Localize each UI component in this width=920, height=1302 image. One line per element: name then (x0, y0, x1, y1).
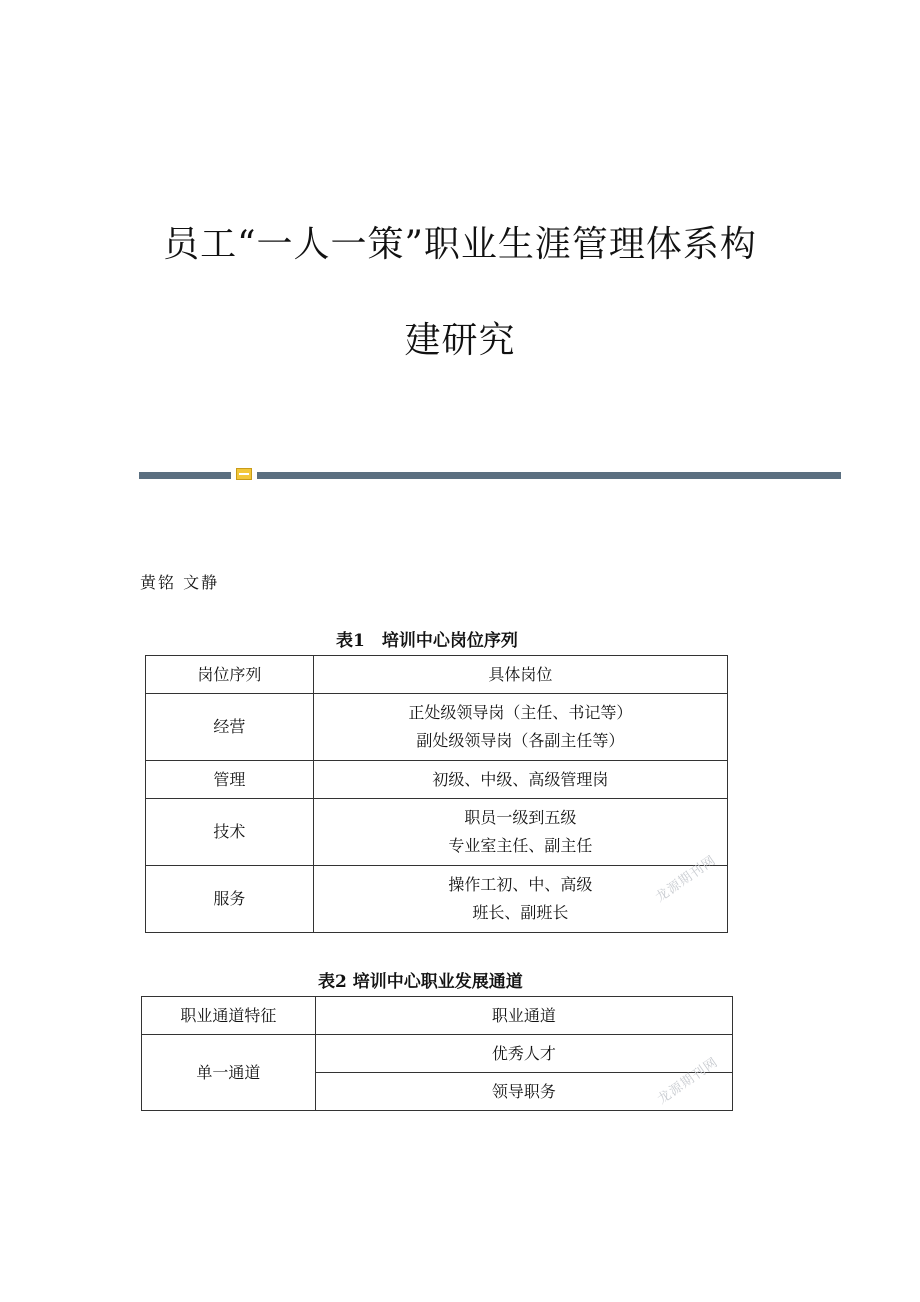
post-line: 专业室主任、副主任 (448, 836, 593, 855)
channel-cell: 领导职务 (315, 1073, 732, 1111)
header-cell: 具体岗位 (313, 656, 727, 694)
post-line: 班长、副班长 (472, 903, 569, 922)
seq-cell: 管理 (146, 761, 314, 799)
seq-cell: 服务 (146, 866, 314, 933)
seq-cell: 经营 (146, 694, 314, 761)
watermark: 龙源期刊网 (653, 852, 720, 906)
post-line: 职员一级到五级 (464, 808, 577, 827)
header-cell: 职业通道 (315, 997, 732, 1035)
paper-title-line-1: 员工“一人一策”职业生涯管理体系构 (163, 224, 757, 265)
post-line: 操作工初、中、高级 (448, 875, 593, 894)
table1 (145, 655, 728, 933)
posts-cell (313, 799, 727, 866)
post-line: 正处级领导岗（主任、书记等） (408, 703, 633, 722)
header-cell: 职业通道特征 (142, 997, 316, 1035)
divider-rule-right (257, 472, 841, 479)
table2-caption: 表2 培训中心职业发展通道 (318, 972, 523, 992)
authors: 黄铭 文静 (140, 573, 220, 592)
paper-title-line-2: 建研究 (404, 320, 516, 361)
post-line: 副处级领导岗（各副主任等） (416, 731, 625, 750)
channel-cell: 优秀人才 (315, 1035, 732, 1073)
table-row (146, 866, 728, 933)
seq-cell: 技术 (146, 799, 314, 866)
table-header-row (142, 997, 733, 1035)
envelope-icon (236, 468, 252, 480)
table-header-row (146, 656, 728, 694)
watermark: 龙源期刊网 (655, 1054, 722, 1108)
divider-rule-left (139, 472, 231, 479)
table-row (146, 761, 728, 799)
channel-group-cell: 单一通道 (142, 1035, 316, 1111)
posts-cell (313, 761, 727, 799)
header-cell: 岗位序列 (146, 656, 314, 694)
table1-caption: 表1 培训中心岗位序列 (336, 631, 518, 651)
table-row (146, 799, 728, 866)
table2 (141, 996, 733, 1111)
table-row (142, 1035, 733, 1073)
posts-cell (313, 694, 727, 761)
post-line: 初级、中级、高级管理岗 (432, 769, 609, 789)
table-row (146, 694, 728, 761)
